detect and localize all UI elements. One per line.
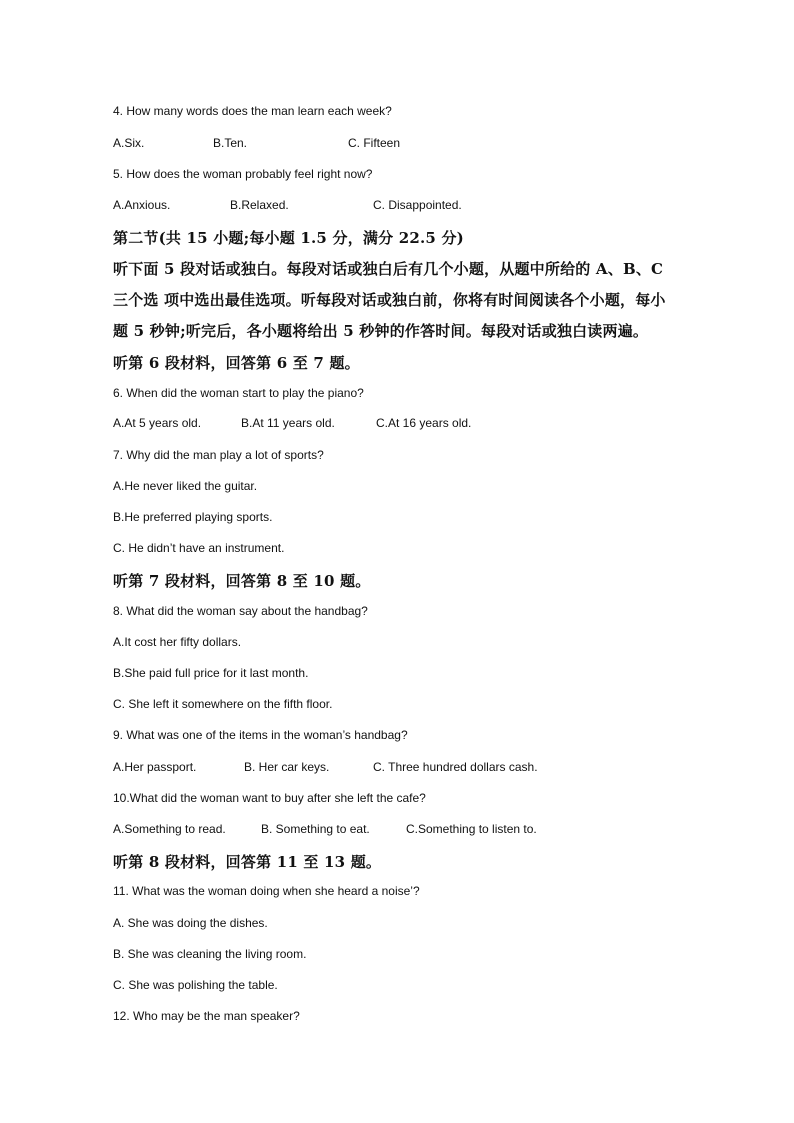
option-c: C. Fifteen bbox=[348, 136, 401, 150]
passage-8-heading: 听第 8 段材料，回答第 11 至 13 题。 bbox=[113, 853, 382, 871]
section-instructions-line-3: 题 5 秒钟;听完后，各小题将给出 5 秒钟的作答时间。每段对话或独白读两遍。 bbox=[113, 322, 649, 340]
option-b: B.Ten. bbox=[213, 136, 248, 150]
option-c: C.At 16 years old. bbox=[376, 416, 472, 430]
question-4: 4. How many words does the man learn each week? bbox=[113, 104, 392, 118]
question-8: 8. What did the woman say about the handbag? bbox=[113, 604, 368, 618]
option-c: C. She left it somewhere on the fifth floor. bbox=[113, 697, 333, 711]
option-a: A.Anxious. bbox=[113, 198, 171, 212]
question-7: 7. Why did the man play a lot of sports? bbox=[113, 448, 324, 462]
question-6: 6. When did the woman start to play the piano? bbox=[113, 386, 364, 400]
option-c: C. He didn’t have an instrument. bbox=[113, 541, 285, 555]
options-q9 bbox=[113, 760, 713, 776]
option-a: A.Six. bbox=[113, 136, 145, 150]
option-b: B.He preferred playing sports. bbox=[113, 510, 273, 524]
option-c: C. She was polishing the table. bbox=[113, 978, 278, 992]
question-10: 10.What did the woman want to buy after she left the cafe? bbox=[113, 791, 426, 805]
options-q5 bbox=[113, 198, 713, 214]
option-b: B. Something to eat. bbox=[261, 822, 370, 836]
options-q10 bbox=[113, 822, 713, 838]
options-q6 bbox=[113, 416, 713, 432]
option-a: A.He never liked the guitar. bbox=[113, 479, 258, 493]
option-b: B.At 11 years old. bbox=[241, 416, 335, 430]
option-a: A. She was doing the dishes. bbox=[113, 916, 268, 930]
option-a: A.It cost her fifty dollars. bbox=[113, 635, 242, 649]
option-a: A.Her passport. bbox=[113, 760, 197, 774]
option-b: B. Her car keys. bbox=[244, 760, 330, 774]
question-11: 11. What was the woman doing when she heard a noise’? bbox=[113, 884, 420, 898]
option-b: B. She was cleaning the living room. bbox=[113, 947, 307, 961]
option-c: C. Disappointed. bbox=[373, 198, 462, 212]
option-a: A.Something to read. bbox=[113, 822, 226, 836]
section-instructions-line-1: 听下面 5 段对话或独白。每段对话或独白后有几个小题，从题中所给的 A、B、C bbox=[113, 260, 664, 278]
options-q4 bbox=[113, 136, 713, 152]
question-5: 5. How does the woman probably feel right now? bbox=[113, 167, 373, 181]
option-c: C. Three hundred dollars cash. bbox=[373, 760, 538, 774]
section-instructions-line-2: 三个选 项中选出最佳选项。听每段对话或独白前，你将有时间阅读各个小题，每小 bbox=[113, 291, 666, 309]
section-heading: 第二节(共 15 小题;每小题 1.5 分，满分 22.5 分) bbox=[113, 229, 464, 247]
passage-7-heading: 听第 7 段材料，回答第 8 至 10 题。 bbox=[113, 572, 371, 590]
option-c: C.Something to listen to. bbox=[406, 822, 537, 836]
option-b: B.Relaxed. bbox=[230, 198, 289, 212]
option-a: A.At 5 years old. bbox=[113, 416, 202, 430]
passage-6-heading: 听第 6 段材料，回答第 6 至 7 题。 bbox=[113, 354, 360, 372]
question-12: 12. Who may be the man speaker? bbox=[113, 1009, 300, 1023]
question-9: 9. What was one of the items in the woman’s handbag? bbox=[113, 728, 408, 742]
option-b: B.She paid full price for it last month. bbox=[113, 666, 309, 680]
